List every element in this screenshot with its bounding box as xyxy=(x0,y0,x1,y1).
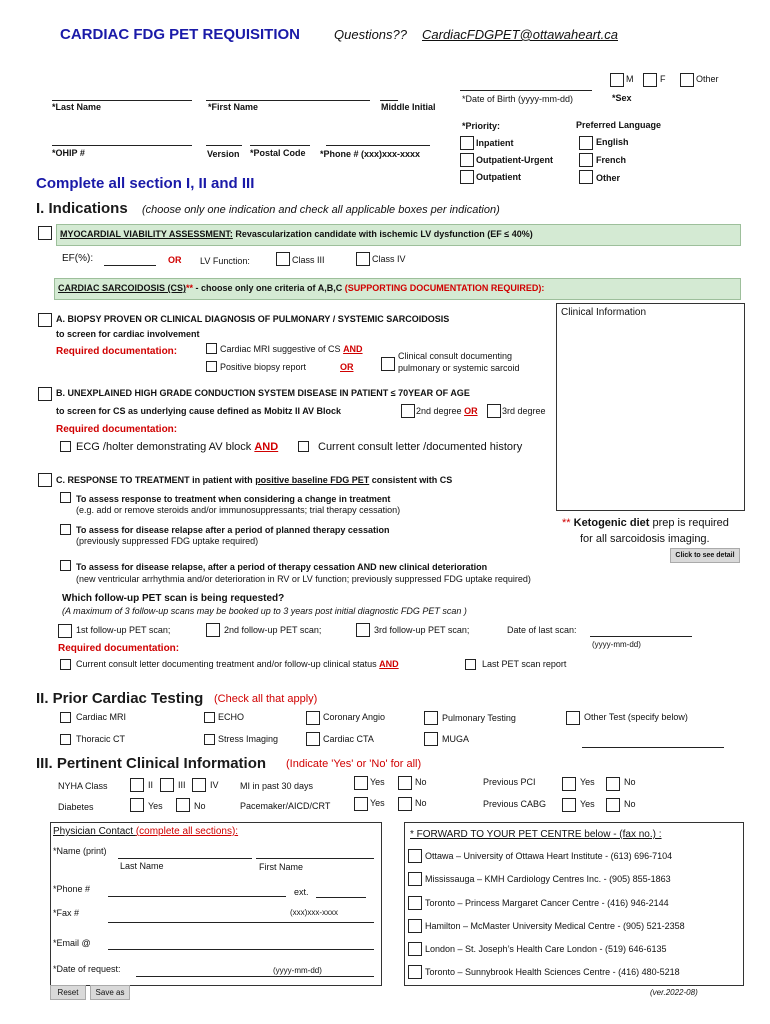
followup3-label: 3rd follow-up PET scan; xyxy=(374,625,470,635)
other-test-checkbox[interactable] xyxy=(566,711,580,725)
nyha-ii-label: II xyxy=(148,780,154,790)
outpatient-checkbox[interactable] xyxy=(460,170,474,184)
centre-mississauga-checkbox[interactable] xyxy=(408,872,422,886)
questions-label: Questions?? xyxy=(334,27,407,42)
centre-london-label: London – St. Joseph’s Health Care London - (519) 646-6135 xyxy=(425,944,667,954)
cardiac-cta-label: Cardiac CTA xyxy=(323,734,374,744)
followup3-checkbox[interactable] xyxy=(356,623,370,637)
lv-function-label: LV Function: xyxy=(200,256,250,266)
pref-lang-label: Preferred Language xyxy=(576,120,662,130)
mi-yes-checkbox[interactable] xyxy=(354,776,368,790)
physician-last-name-field[interactable] xyxy=(118,858,252,859)
reset-button[interactable]: Reset xyxy=(50,985,86,1000)
ketogenic-note-2: for all sarcoidosis imaging. xyxy=(580,533,710,545)
phone-field[interactable] xyxy=(326,145,430,146)
french-label: French xyxy=(596,155,627,165)
forward-title: * FORWARD TO YOUR PET CENTRE below - (fax no.) : xyxy=(410,829,662,840)
prev-cabg-label: Previous CABG xyxy=(483,799,547,809)
physician-first-label: First Name xyxy=(259,862,304,872)
ecg-label: ECG /holter demonstrating AV block AND xyxy=(76,441,279,453)
sex-f-checkbox[interactable] xyxy=(643,73,657,87)
clin-consult-checkbox[interactable] xyxy=(381,357,395,371)
postal-label: *Postal Code xyxy=(250,148,306,158)
ketogenic-note: ** Ketogenic diet prep is required xyxy=(562,517,729,529)
middle-initial-field[interactable] xyxy=(380,100,398,101)
physician-date-label: *Date of request: xyxy=(53,964,121,974)
centre-ottawa-checkbox[interactable] xyxy=(408,849,422,863)
version-field[interactable] xyxy=(206,145,242,146)
current-consult-checkbox[interactable] xyxy=(298,441,309,452)
pacemaker-no-checkbox[interactable] xyxy=(398,797,412,811)
stress-imaging-checkbox[interactable] xyxy=(204,734,215,745)
pci-yes-label: Yes xyxy=(580,777,595,787)
deg2-checkbox[interactable] xyxy=(401,404,415,418)
sex-other-label: Other xyxy=(696,74,719,84)
followup2-checkbox[interactable] xyxy=(206,623,220,637)
pacemaker-yes-checkbox[interactable] xyxy=(354,797,368,811)
criteria-b-title: B. UNEXPLAINED HIGH GRADE CONDUCTION SYSTEM DISEASE IN PATIENT ≤ 70YEAR OF AGE xyxy=(56,388,470,398)
pulmonary-testing-checkbox[interactable] xyxy=(424,711,438,725)
lang-other-checkbox[interactable] xyxy=(579,170,593,184)
lang-other-label: Other xyxy=(596,173,621,183)
cabg-no-label: No xyxy=(624,799,636,809)
other-test-label: Other Test (specify below) xyxy=(584,712,688,722)
version-label: Version xyxy=(207,149,240,159)
sex-f-label: F xyxy=(660,74,666,84)
class3-label: Class III xyxy=(292,255,325,265)
diabetes-label: Diabetes xyxy=(58,802,94,812)
postal-field[interactable] xyxy=(250,145,310,146)
c3-sub: (new ventricular arrhythmia and/or deterioration in RV or LV function; previously suppressed FDG uptake required) xyxy=(76,574,531,584)
current-consult-label: Current consult letter /documented history xyxy=(318,441,523,453)
mi-yes-label: Yes xyxy=(370,777,385,787)
physician-name-label: *Name (print) xyxy=(53,846,107,856)
last-pet-label: Last PET scan report xyxy=(482,659,567,669)
other-test-field[interactable] xyxy=(582,747,724,748)
outpatient-label: Outpatient xyxy=(476,172,521,182)
dob-field[interactable] xyxy=(460,90,592,91)
criteria-a-req-doc: Required documentation: xyxy=(56,346,178,357)
current-letter-label: Current consult letter documenting treatment and/or follow-up clinical status AND xyxy=(76,659,399,669)
echo-checkbox[interactable] xyxy=(204,712,215,723)
cabg-yes-checkbox[interactable] xyxy=(562,798,576,812)
section1-title: I. Indications xyxy=(36,200,128,217)
coronary-angio-label: Coronary Angio xyxy=(323,712,386,722)
clin-consult-label-1: Clinical consult documenting xyxy=(398,351,513,361)
clinical-info-label: Clinical Information xyxy=(561,307,647,318)
criteria-c-checkbox[interactable] xyxy=(38,473,52,487)
diabetes-yes-checkbox[interactable] xyxy=(130,798,144,812)
physician-phone-field[interactable] xyxy=(108,896,286,897)
muga-label: MUGA xyxy=(442,734,469,744)
section2-hint: (Check all that apply) xyxy=(214,693,318,705)
french-checkbox[interactable] xyxy=(579,153,593,167)
ecg-checkbox[interactable] xyxy=(60,441,71,452)
clinical-info-box[interactable] xyxy=(556,303,745,511)
stress-imaging-label: Stress Imaging xyxy=(218,734,279,744)
sex-m-label: M xyxy=(626,74,634,84)
pci-yes-checkbox[interactable] xyxy=(562,777,576,791)
criteria-a-title: A. BIOPSY PROVEN OR CLINICAL DIAGNOSIS OF PULMONARY / SYSTEMIC SARCOIDOSIS xyxy=(56,314,450,324)
viability-title: MYOCARDIAL VIABILITY ASSESSMENT: Revascularization candidate with ischemic LV dysfunction (EF ≤ 40%) xyxy=(60,229,533,239)
c2-checkbox[interactable] xyxy=(60,524,71,535)
physician-fax-label: *Fax # xyxy=(53,908,80,918)
diabetes-no-checkbox[interactable] xyxy=(176,798,190,812)
centre-mississauga-label: Mississauga – KMH Cardiology Centres Inc. - (905) 855-1863 xyxy=(425,874,671,884)
centre-toronto-pm-label: Toronto – Princess Margaret Cancer Centre - (416) 946-2144 xyxy=(425,898,669,908)
sarcoidosis-title: CARDIAC SARCOIDOSIS (CS)** - choose only one criteria of A,B,C (SUPPORTING DOCUMENTATION REQUIRED): xyxy=(58,283,545,293)
english-checkbox[interactable] xyxy=(579,136,593,150)
viability-checkbox[interactable] xyxy=(38,226,52,240)
followup2-label: 2nd follow-up PET scan; xyxy=(224,625,322,635)
outpatient-urgent-checkbox[interactable] xyxy=(460,153,474,167)
contact-email-link[interactable]: CardiacFDGPET@ottawaheart.ca xyxy=(422,27,618,42)
c1-sub: (e.g. add or remove steroids and/or immunosuppressants; trial therapy cessation) xyxy=(76,505,401,515)
physician-email-field[interactable] xyxy=(108,949,374,950)
prev-pci-label: Previous PCI xyxy=(483,777,536,787)
first-name-field[interactable] xyxy=(206,100,370,101)
pacemaker-no-label: No xyxy=(415,798,427,808)
muga-checkbox[interactable] xyxy=(424,732,438,746)
physician-first-name-field[interactable] xyxy=(256,858,374,859)
pacemaker-label: Pacemaker/AICD/CRT xyxy=(240,801,331,811)
criteria-a-sub: to screen for cardiac involvement xyxy=(56,329,200,339)
nyha-iv-label: IV xyxy=(210,780,219,790)
mi-no-checkbox[interactable] xyxy=(398,776,412,790)
version-label: (ver.2022-08) xyxy=(650,988,698,997)
criteria-b-req-doc: Required documentation: xyxy=(56,424,178,435)
criteria-b-sub: to screen for CS as underlying cause defined as Mobitz II AV Block xyxy=(56,406,342,416)
criteria-a-or: OR xyxy=(340,362,354,372)
thoracic-ct-checkbox[interactable] xyxy=(60,734,71,745)
c2-sub: (previously suppressed FDG uptake required) xyxy=(76,536,259,546)
english-label: English xyxy=(596,137,629,147)
criteria-a-checkbox[interactable] xyxy=(38,313,52,327)
click-detail-button[interactable]: Click to see detail xyxy=(670,548,740,563)
deg2-label: 2nd degree OR xyxy=(416,406,478,416)
physician-fax-field[interactable] xyxy=(108,922,374,923)
c2-label: To assess for disease relapse after a period of planned therapy cessation xyxy=(76,525,390,535)
pulmonary-testing-label: Pulmonary Testing xyxy=(442,713,516,723)
clin-consult-label-2: pulmonary or systemic sarcoid xyxy=(398,363,520,373)
dob-label: *Date of Birth (yyyy-mm-dd) xyxy=(462,94,574,104)
centre-ottawa-label: Ottawa – University of Ottawa Heart Institute - (613) 696-7104 xyxy=(425,851,673,861)
pci-no-label: No xyxy=(624,777,636,787)
middle-initial-label: Middle Initial xyxy=(381,102,436,112)
c1-label: To assess response to treatment when considering a change in treatment xyxy=(76,494,391,504)
ef-label: EF(%): xyxy=(62,253,94,264)
coronary-angio-checkbox[interactable] xyxy=(306,711,320,725)
last-name-field[interactable] xyxy=(52,100,192,101)
section2-title: II. Prior Cardiac Testing xyxy=(36,690,204,707)
c1-checkbox[interactable] xyxy=(60,492,71,503)
followup-note: (A maximum of 3 follow-up scans may be booked up to 3 years post initial diagnostic FDG PET scan ) xyxy=(62,606,467,616)
cmri-cs-checkbox[interactable] xyxy=(206,343,217,354)
centre-sunnybrook-label: Toronto – Sunnybrook Health Sciences Centre - (416) 480-5218 xyxy=(425,967,680,977)
date-last-scan-field[interactable] xyxy=(590,636,692,637)
cardiac-cta-checkbox[interactable] xyxy=(306,732,320,746)
section3-hint: (Indicate 'Yes' or 'No' for all) xyxy=(286,758,422,770)
nyha-iii-checkbox[interactable] xyxy=(160,778,174,792)
nyha-iv-checkbox[interactable] xyxy=(192,778,206,792)
diabetes-yes-label: Yes xyxy=(148,801,163,811)
ohip-label: *OHIP # xyxy=(52,148,85,158)
ef-field[interactable] xyxy=(104,265,156,266)
last-pet-checkbox[interactable] xyxy=(465,659,476,670)
priority-label: *Priority: xyxy=(462,121,501,131)
pci-no-checkbox[interactable] xyxy=(606,777,620,791)
date-last-scan-label: Date of last scan: xyxy=(507,625,577,635)
outpatient-urgent-label: Outpatient-Urgent xyxy=(476,155,553,165)
centre-sunnybrook-checkbox[interactable] xyxy=(408,965,422,979)
nyha-label: NYHA Class xyxy=(58,781,108,791)
echo-label: ECHO xyxy=(218,712,245,722)
physician-email-label: *Email @ xyxy=(53,938,91,948)
first-name-label: *First Name xyxy=(208,102,259,112)
criteria-c-title: C. RESPONSE TO TREATMENT in patient with positive baseline FDG PET consistent with CS xyxy=(56,475,453,485)
followup-req-doc: Required documentation: xyxy=(58,643,180,654)
followup1-label: 1st follow-up PET scan; xyxy=(76,625,171,635)
c3-checkbox[interactable] xyxy=(60,560,71,571)
class3-checkbox[interactable] xyxy=(276,252,290,266)
c3-label: To assess for disease relapse, after a period of therapy cessation AND new clinical deterioration xyxy=(76,562,488,572)
date-last-scan-format: (yyyy-mm-dd) xyxy=(592,640,641,649)
sex-m-checkbox[interactable] xyxy=(610,73,624,87)
section1-hint: (choose only one indication and check all applicable boxes per indication) xyxy=(142,204,500,216)
last-name-label: *Last Name xyxy=(52,102,102,112)
pos-biopsy-checkbox[interactable] xyxy=(206,361,217,372)
physician-last-label: Last Name xyxy=(120,861,164,871)
cabg-yes-label: Yes xyxy=(580,799,595,809)
sex-other-checkbox[interactable] xyxy=(680,73,694,87)
mi-no-label: No xyxy=(415,777,427,787)
physician-ext-field[interactable] xyxy=(316,897,366,898)
form-title: CARDIAC FDG PET REQUISITION xyxy=(60,26,301,43)
current-letter-checkbox[interactable] xyxy=(60,659,71,670)
mi-label: MI in past 30 days xyxy=(240,781,314,791)
cardiac-mri-label: Cardiac MRI xyxy=(76,712,127,722)
save-as-button[interactable]: Save as xyxy=(90,985,130,1000)
thoracic-ct-label: Thoracic CT xyxy=(76,734,126,744)
followup-question: Which follow-up PET scan is being requested? xyxy=(62,593,285,604)
class4-label: Class IV xyxy=(372,254,406,264)
centre-toronto-pm-checkbox[interactable] xyxy=(408,896,422,910)
inpatient-label: Inpatient xyxy=(476,138,514,148)
physician-fax-format: (xxx)xxx-xxxx xyxy=(290,908,338,917)
cabg-no-checkbox[interactable] xyxy=(606,798,620,812)
criteria-b-checkbox[interactable] xyxy=(38,387,52,401)
deg3-checkbox[interactable] xyxy=(487,404,501,418)
class4-checkbox[interactable] xyxy=(356,252,370,266)
pos-biopsy-label: Positive biopsy report xyxy=(220,362,307,372)
cardiac-mri-checkbox[interactable] xyxy=(60,712,71,723)
nyha-iii-label: III xyxy=(178,780,186,790)
ohip-field[interactable] xyxy=(52,145,192,146)
diabetes-no-label: No xyxy=(194,801,206,811)
followup1-checkbox[interactable] xyxy=(58,624,72,638)
centre-hamilton-checkbox[interactable] xyxy=(408,919,422,933)
ef-or: OR xyxy=(168,255,182,265)
physician-ext-label: ext. xyxy=(294,887,309,897)
physician-date-field[interactable] xyxy=(136,976,374,977)
physician-date-format: (yyyy-mm-dd) xyxy=(273,966,322,975)
section3-title: III. Pertinent Clinical Information xyxy=(36,755,267,772)
physician-phone-label: *Phone # xyxy=(53,884,91,894)
sex-label: *Sex xyxy=(612,93,632,103)
inpatient-checkbox[interactable] xyxy=(460,136,474,150)
centre-london-checkbox[interactable] xyxy=(408,942,422,956)
deg3-label: 3rd degree xyxy=(502,406,546,416)
phone-label: *Phone # (xxx)xxx-xxxx xyxy=(320,149,421,159)
complete-instruction: Complete all section I, II and III xyxy=(36,175,255,192)
centre-hamilton-label: Hamilton – McMaster University Medical Centre - (905) 521-2358 xyxy=(425,921,685,931)
physician-title: Physician Contact (complete all sections): xyxy=(53,826,239,837)
pacemaker-yes-label: Yes xyxy=(370,798,385,808)
cmri-cs-label: Cardiac MRI suggestive of CS AND xyxy=(220,344,363,354)
nyha-ii-checkbox[interactable] xyxy=(130,778,144,792)
